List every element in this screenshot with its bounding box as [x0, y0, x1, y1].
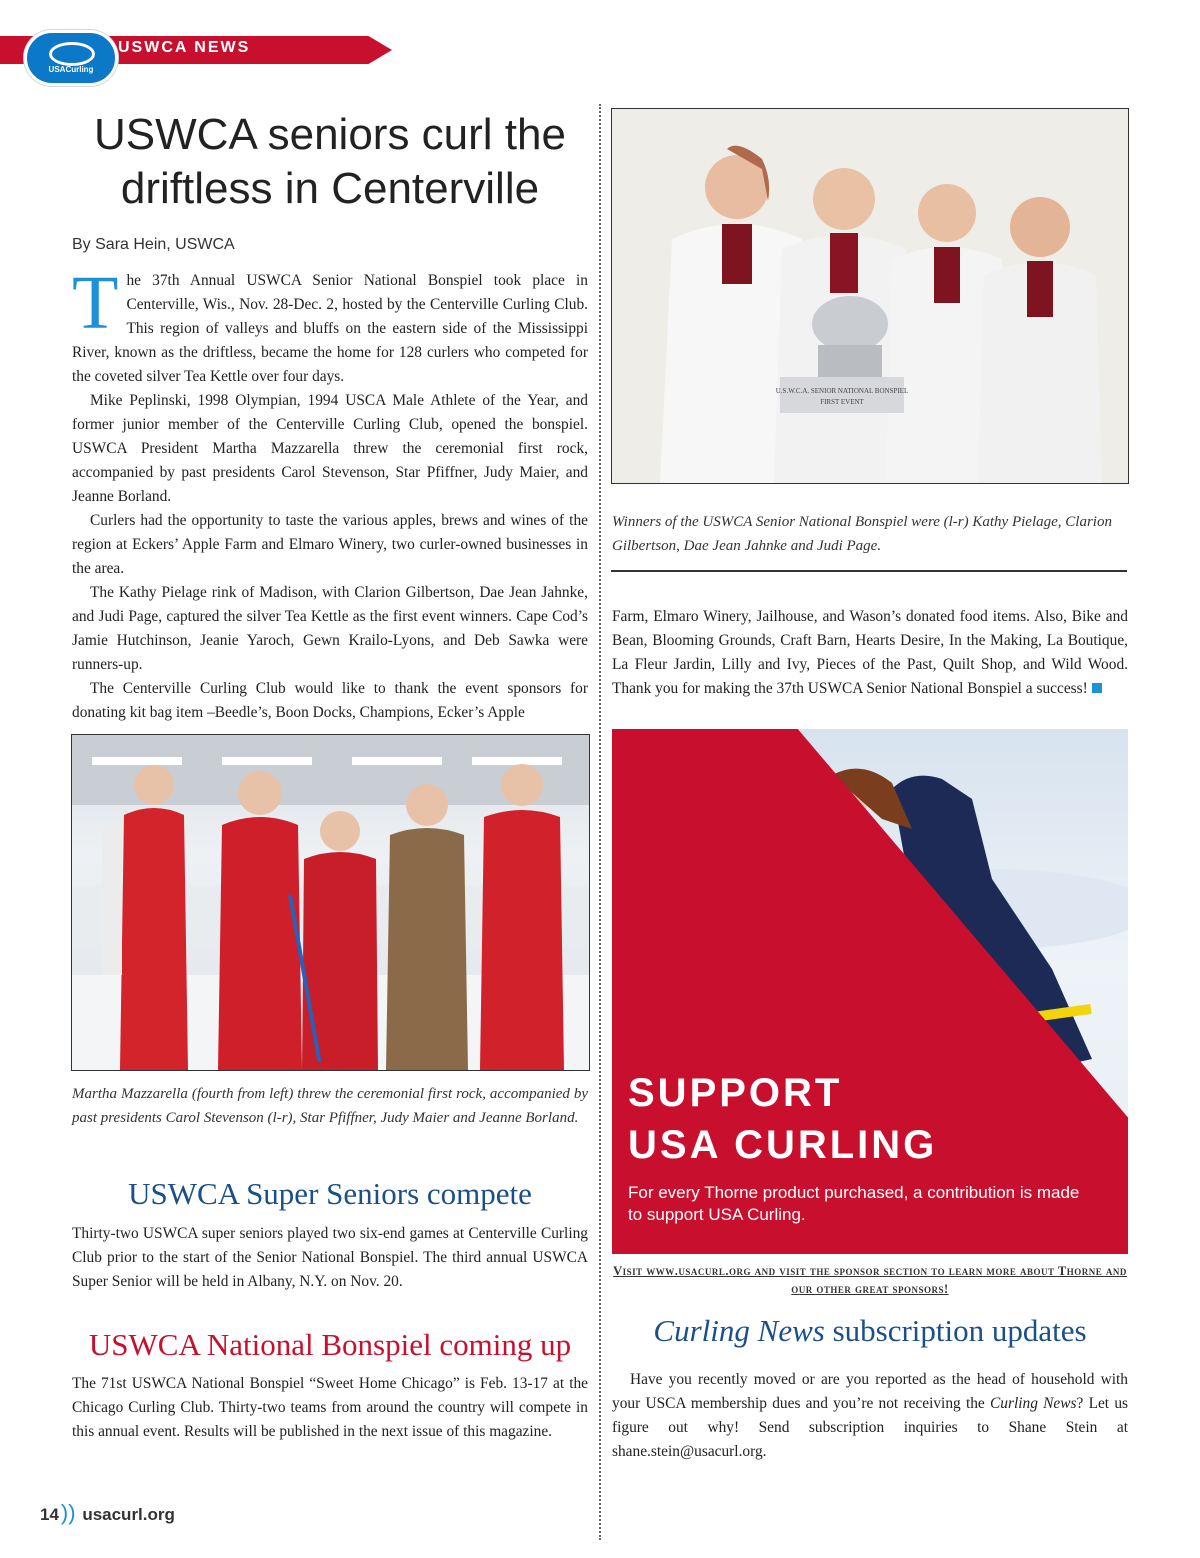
logo-text: USACurling — [48, 65, 94, 74]
past-presidents-caption: Martha Mazzarella (fourth from left) threw the ceremonial first rock, accompanied by past presidents Carol Stevenson (l-r), Star Pfiffner, Judy Maier and Jeanne Borland. — [72, 1086, 588, 1126]
subscription-paragraph — [612, 1368, 1128, 1464]
article-paragraph: Curlers had the opportunity to taste the various apples, brews and wines of the region at Eckers’ Apple Farm and Elmaro Winery, two curler-owned businesses in the area. — [72, 512, 588, 577]
paragraph-text: he 37th Annual USWCA Senior National Bonspiel took place in Centerville, Wis., Nov. 28-Dec. 2, hosted by the Centerville Curling Club. This region of valleys and bluffs on the eastern side of the Mississippi River, known as the driftless, became the home for 128 curlers who competed for the coveted silver Tea Kettle over four days. — [72, 272, 588, 385]
national-bonspiel-body — [72, 1372, 588, 1444]
curling-news-title: Curling News — [653, 1313, 825, 1348]
page-number: 14 — [40, 1505, 59, 1524]
column-divider — [599, 104, 601, 1540]
sponsor-link[interactable]: Visit www.usacurl.org and visit the sponsor section to learn more about Thorne and our other great sponsors! — [613, 1264, 1127, 1296]
past-presidents-photo — [71, 734, 590, 1071]
national-bonspiel-heading: USWCA National Bonspiel coming up — [88, 1327, 572, 1362]
national-bonspiel-paragraph: The 71st USWCA National Bonspiel “Sweet Home Chicago” is Feb. 13-17 at the Chicago Curling Club. Thirty-two teams from around the country will compete in this annual event. Results will be published in the next issue of this magazine. — [72, 1375, 588, 1440]
article-paragraph: The Centerville Curling Club would like to thank the event sponsors for donating kit bag item –Beedle’s, Boon Docks, Champions, Ecker’s Apple — [72, 680, 588, 721]
winners-illustration — [612, 109, 1128, 483]
support-usa-curling-ad[interactable] — [612, 729, 1128, 1254]
trophy-plaque-subtext: FIRST EVENT — [820, 398, 864, 406]
ad-subtext: For every Thorne product purchased, a contribution is made to support USA Curling. — [628, 1183, 1080, 1224]
trophy-plaque-text: U.S.W.C.A. SENIOR NATIONAL BONSPIEL — [775, 387, 909, 395]
winners-caption: Winners of the USWCA Senior National Bonspiel were (l-r) Kathy Pielage, Clarion Gilbertson, Dae Jean Jahnke and Judi Page. — [612, 514, 1112, 554]
paragraph-text: Farm, Elmaro Winery, Jailhouse, and Wason’s donated food items. Also, Bike and Bean, Blooming Grounds, Craft Barn, Hearts Desire, In the Making, La Boutique, La Fleur Jardin, Lilly and Ivy, Pieces of the Past, Quilt Shop, and Wild Wood. Thank you for making the 37th USWCA Senior National Bonspiel a success! — [612, 608, 1128, 697]
super-seniors-paragraph: Thirty-two USWCA super seniors played two six-end games at Centerville Curling Club prior to the start of the Senior National Bonspiel. The third annual USWCA Super Senior will be held in Albany, N.Y. on Nov. 20. — [72, 1225, 588, 1290]
footer-arc-icon: )) — [60, 1500, 76, 1525]
article-paragraph: The Kathy Pielage rink of Madison, with Clarion Gilbertson, Dae Jean Jahnke, and Judi Page, captured the silver Tea Kettle as the first event winners. Cape Cod’s Jamie Hutchinson, Jeanie Yaroch, Gewn Krailo-Lyons, and Deb Sawka were runners-up. — [72, 584, 588, 673]
subscription-title-rest: subscription updates — [824, 1313, 1087, 1348]
curling-stone-icon — [49, 42, 95, 66]
ad-headline-support: SUPPORT — [628, 1071, 843, 1115]
drop-cap: T — [72, 261, 119, 345]
winners-photo — [611, 108, 1129, 484]
paragraph-text: Have you recently moved or are you reported as the head of household with your USCA membership dues and you’re not receiving the — [612, 1371, 1128, 1412]
article-paragraph — [612, 605, 1128, 701]
paragraph-text: ? Let us figure out why! Send subscription inquiries to Shane Stein at shane.stein@usacurl.org. — [612, 1395, 1129, 1460]
footer-site[interactable]: usacurl.org — [82, 1505, 175, 1524]
paragraph-italic: Curling News — [990, 1395, 1077, 1412]
past-presidents-illustration — [72, 735, 589, 1070]
article-body — [72, 261, 588, 725]
article-byline: By Sara Hein, USWCA — [72, 236, 235, 253]
usa-curling-logo — [24, 30, 118, 86]
article-continued — [612, 605, 1128, 701]
article-paragraph — [72, 261, 588, 389]
ad-headline-usa-curling: USA CURLING — [628, 1123, 938, 1167]
end-mark-icon — [1092, 683, 1102, 693]
section-banner — [0, 30, 400, 74]
super-seniors-body — [72, 1222, 588, 1294]
article-paragraph: Mike Peplinski, 1998 Olympian, 1994 USCA Male Athlete of the Year, and former junior member of the Centerville Curling Club, opened the bonspiel. USWCA President Martha Mazzarella threw the ceremonial first rock, accompanied by past presidents Carol Stevenson, Star Pfiffner, Judy Maier, and Jeanne Borland. — [72, 392, 588, 505]
section-rule — [611, 570, 1127, 572]
super-seniors-heading: USWCA Super Seniors compete — [128, 1176, 532, 1211]
section-label: USWCA NEWS — [118, 39, 251, 56]
subscription-heading — [612, 1313, 1128, 1349]
article-headline: USWCA seniors curl the driftless in Centerville — [94, 110, 566, 213]
subscription-body — [612, 1368, 1128, 1464]
page-footer — [40, 1500, 175, 1526]
